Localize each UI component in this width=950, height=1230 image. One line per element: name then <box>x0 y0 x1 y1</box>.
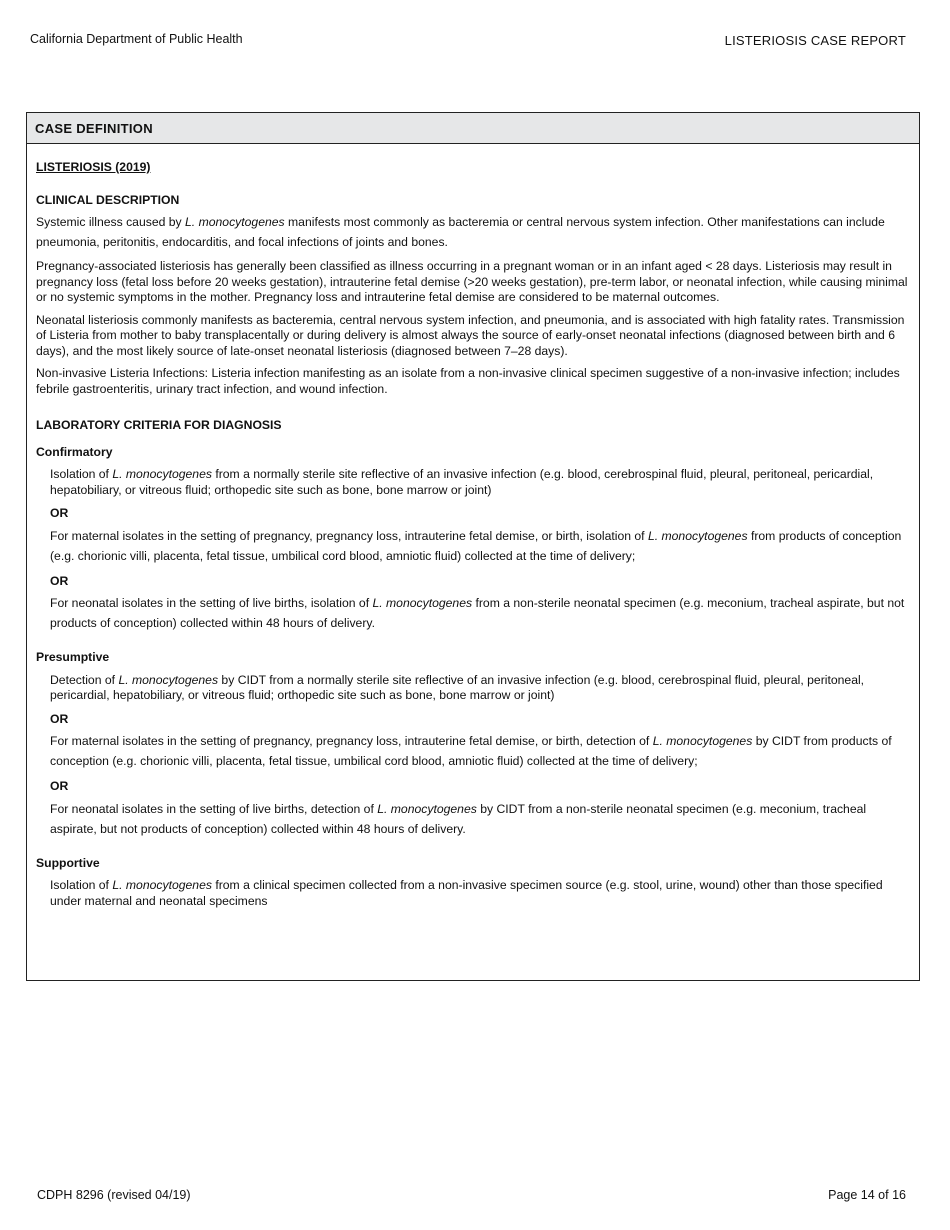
disease-title: LISTERIOSIS (2019) <box>36 160 151 174</box>
header-agency: California Department of Public Health <box>30 32 243 46</box>
case-definition-box <box>26 112 920 981</box>
clinical-paragraph-4: Non-invasive Listeria Infections: Listeria infection manifesting as an isolate from a non-invasive clinical specimen suggestive of a non-invasive infection; includes febrile gastroenteritis, urinary tract infection, and wound infection. <box>36 366 900 396</box>
presumptive-criterion-2: For maternal isolates in the setting of pregnancy, pregnancy loss, intrauterine fetal demise, or birth, detection of L. monocytogenes by CIDT from products of conception (e.g. chorionic villi, placenta, fetal tissue, umbilical cord blood, amniotic fluid) collected at the time of delivery; <box>50 734 892 768</box>
confirmatory-label: Confirmatory <box>36 444 113 459</box>
clinical-paragraph-2: Pregnancy-associated listeriosis has generally been classified as illness occurring in a pregnant woman or in an infant aged < 28 days. Listeriosis may result in pregnancy loss (fetal loss before 20 weeks gestation), intrauterine fetal demise (>20 weeks gestation), pre-term labor, or neonatal infection, while causing minimal or no systemic symptoms in the mother. Pregnancy loss and intrauterine fetal demise are considered to be maternal outcomes. <box>36 259 908 304</box>
supportive-criterion-1: Isolation of L. monocytogenes from a clinical specimen collected from a non-invasive specimen source (e.g. stool, urine, wound) other than those specified under maternal and neonatal specimens <box>50 878 883 908</box>
case-definition-heading: CASE DEFINITION <box>27 113 919 144</box>
or-separator: OR <box>50 779 69 793</box>
clinical-paragraph-1: Systemic illness caused by L. monocytogenes manifests most commonly as bacteremia or central nervous system infection. Other manifestations can include pneumonia, peritonitis, endocarditis, and focal infections of joints and bones. <box>36 215 885 249</box>
or-separator: OR <box>50 506 69 520</box>
presumptive-label: Presumptive <box>36 650 110 664</box>
confirmatory-criterion-1: Isolation of L. monocytogenes from a normally sterile site reflective of an invasive infection (e.g. blood, cerebrospinal fluid, pleural, peritoneal, pericardial, hepatobiliary, or vitreous fluid; orthopedic site such as bone, bone marrow or joint) <box>50 467 874 497</box>
presumptive-criterion-3: For neonatal isolates in the setting of live births, detection of L. monocytogenes by CIDT from a non-sterile neonatal specimen (e.g. meconium, tracheal aspirate, but not products of conception) collected within 48 hours of delivery. <box>50 801 867 836</box>
footer-page-number: Page 14 of 16 <box>828 1188 906 1202</box>
clinical-paragraph-3: Neonatal listeriosis commonly manifests as bacteremia, central nervous system infection, and pneumonia, and is associated with high fatality rates. Transmission of Listeria from mother to baby transplacentally or during delivery is almost always the source of early-onset neonatal infections (diagnosed between birth and 6 days), and the most likely source of late-onset neonatal listeriosis (diagnosed between 7–28 days). <box>36 312 905 358</box>
footer-form-number: CDPH 8296 (revised 04/19) <box>37 1188 191 1202</box>
lab-criteria-heading: LABORATORY CRITERIA FOR DIAGNOSIS <box>36 418 282 432</box>
confirmatory-criterion-3: For neonatal isolates in the setting of live births, isolation of L. monocytogenes from a non-sterile neonatal specimen (e.g. meconium, tracheal aspirate, but not products of conception) collected within 48 hours of delivery. <box>50 596 905 630</box>
presumptive-criterion-1: Detection of L. monocytogenes by CIDT from a normally sterile site reflective of an invasive infection (e.g. blood, cerebrospinal fluid, pleural, peritoneal, pericardial, hepatobiliary, or vitreous fluid; orthopedic site such as bone, bone marrow or joint) <box>50 672 865 702</box>
clinical-description-heading: CLINICAL DESCRIPTION <box>36 192 180 207</box>
or-separator: OR <box>50 573 69 588</box>
supportive-label: Supportive <box>36 855 100 870</box>
case-definition-content <box>27 144 919 909</box>
confirmatory-criterion-2: For maternal isolates in the setting of pregnancy, pregnancy loss, intrauterine fetal demise, or birth, isolation of L. monocytogenes from products of conception (e.g. chorionic villi, placenta, fetal tissue, umbilical cord blood, amniotic fluid) collected at the time of delivery; <box>50 528 902 563</box>
header-report-title: LISTERIOSIS CASE REPORT <box>724 33 906 48</box>
or-separator: OR <box>50 711 69 726</box>
